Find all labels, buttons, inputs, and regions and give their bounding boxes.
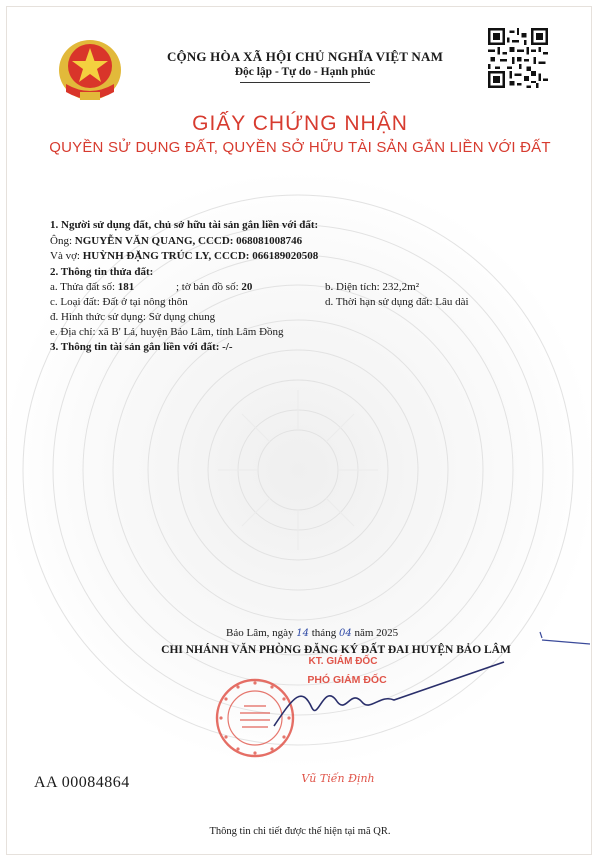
section3-heading: 3. Thông tin tài sản gắn liền với đất: -/- — [50, 341, 233, 353]
signer-name: Vũ Tiến Định — [301, 772, 375, 785]
area-value: b. Diện tích: 232,2m² — [325, 281, 420, 293]
spouse-line — [50, 250, 318, 263]
section1-heading: 1. Người sử dụng đất, chủ sở hữu tài sản gắn liền với đất: — [50, 219, 319, 231]
issue-month: 04 — [338, 628, 352, 639]
spouse-prefix: Và vợ: — [50, 250, 83, 262]
handwritten-signature-icon — [254, 626, 594, 736]
parcel-address: e. Địa chỉ: xã B' Lá, huyện Bảo Lâm, tỉnh Lâm Đồng — [50, 326, 284, 338]
issue-place: Bảo Lâm, ngày — [226, 627, 297, 639]
map-sheet-label: ; tờ bản đồ số: — [176, 281, 242, 293]
issuing-office: CHI NHÁNH VĂN PHÒNG ĐĂNG KÝ ĐẤT ĐAI HUYỆN BẢO LÂM — [161, 644, 511, 656]
issue-day: 14 — [296, 628, 309, 639]
certificate-subtitle: QUYỀN SỬ DỤNG ĐẤT, QUYỀN SỞ HỮU TÀI SẢN GẮN LIỀN VỚI ĐẤT — [49, 139, 551, 156]
owner-name: NGUYỄN VĂN QUANG, CCCD: 068081008746 — [74, 235, 303, 247]
spouse-name: HUỲNH ĐẶNG TRÚC LY, CCCD: 066189020508 — [82, 250, 319, 262]
owner-line — [50, 235, 302, 248]
usage-form: đ. Hình thức sử dụng: Sử dụng chung — [50, 311, 216, 323]
national-emblem-icon — [56, 36, 124, 108]
map-sheet-line — [176, 281, 252, 294]
land-type: c. Loại đất: Đất ở tại nông thôn — [50, 296, 188, 308]
map-sheet-number: 20 — [241, 281, 253, 293]
deputy-director-label: PHÓ GIÁM ĐỐC — [307, 674, 387, 686]
parcel-number: 181 — [117, 281, 135, 293]
on-behalf-label: KT. GIÁM ĐỐC — [308, 656, 378, 667]
motto: Độc lập - Tự do - Hạnh phúc — [234, 66, 376, 78]
parcel-line — [50, 281, 134, 294]
usage-term: d. Thời hạn sử dụng đất: Lâu dài — [325, 296, 469, 308]
qr-code-icon[interactable] — [488, 28, 548, 88]
qr-footer-note: Thông tin chi tiết được thể hiện tại mã QR. — [209, 826, 391, 837]
parcel-label: a. Thửa đất số: — [50, 281, 118, 293]
month-label: tháng — [309, 627, 339, 639]
motto-underline — [240, 82, 370, 83]
republic-heading: CỘNG HÒA XÃ HỘI CHỦ NGHĨA VIỆT NAM — [166, 49, 444, 64]
serial-number: AA 00084864 — [34, 774, 130, 791]
issue-year: năm 2025 — [351, 627, 399, 639]
section2-heading: 2. Thông tin thửa đất: — [50, 266, 154, 278]
owner-prefix: Ông: — [50, 235, 75, 247]
certificate-title: GIẤY CHỨNG NHẬN — [192, 112, 408, 135]
